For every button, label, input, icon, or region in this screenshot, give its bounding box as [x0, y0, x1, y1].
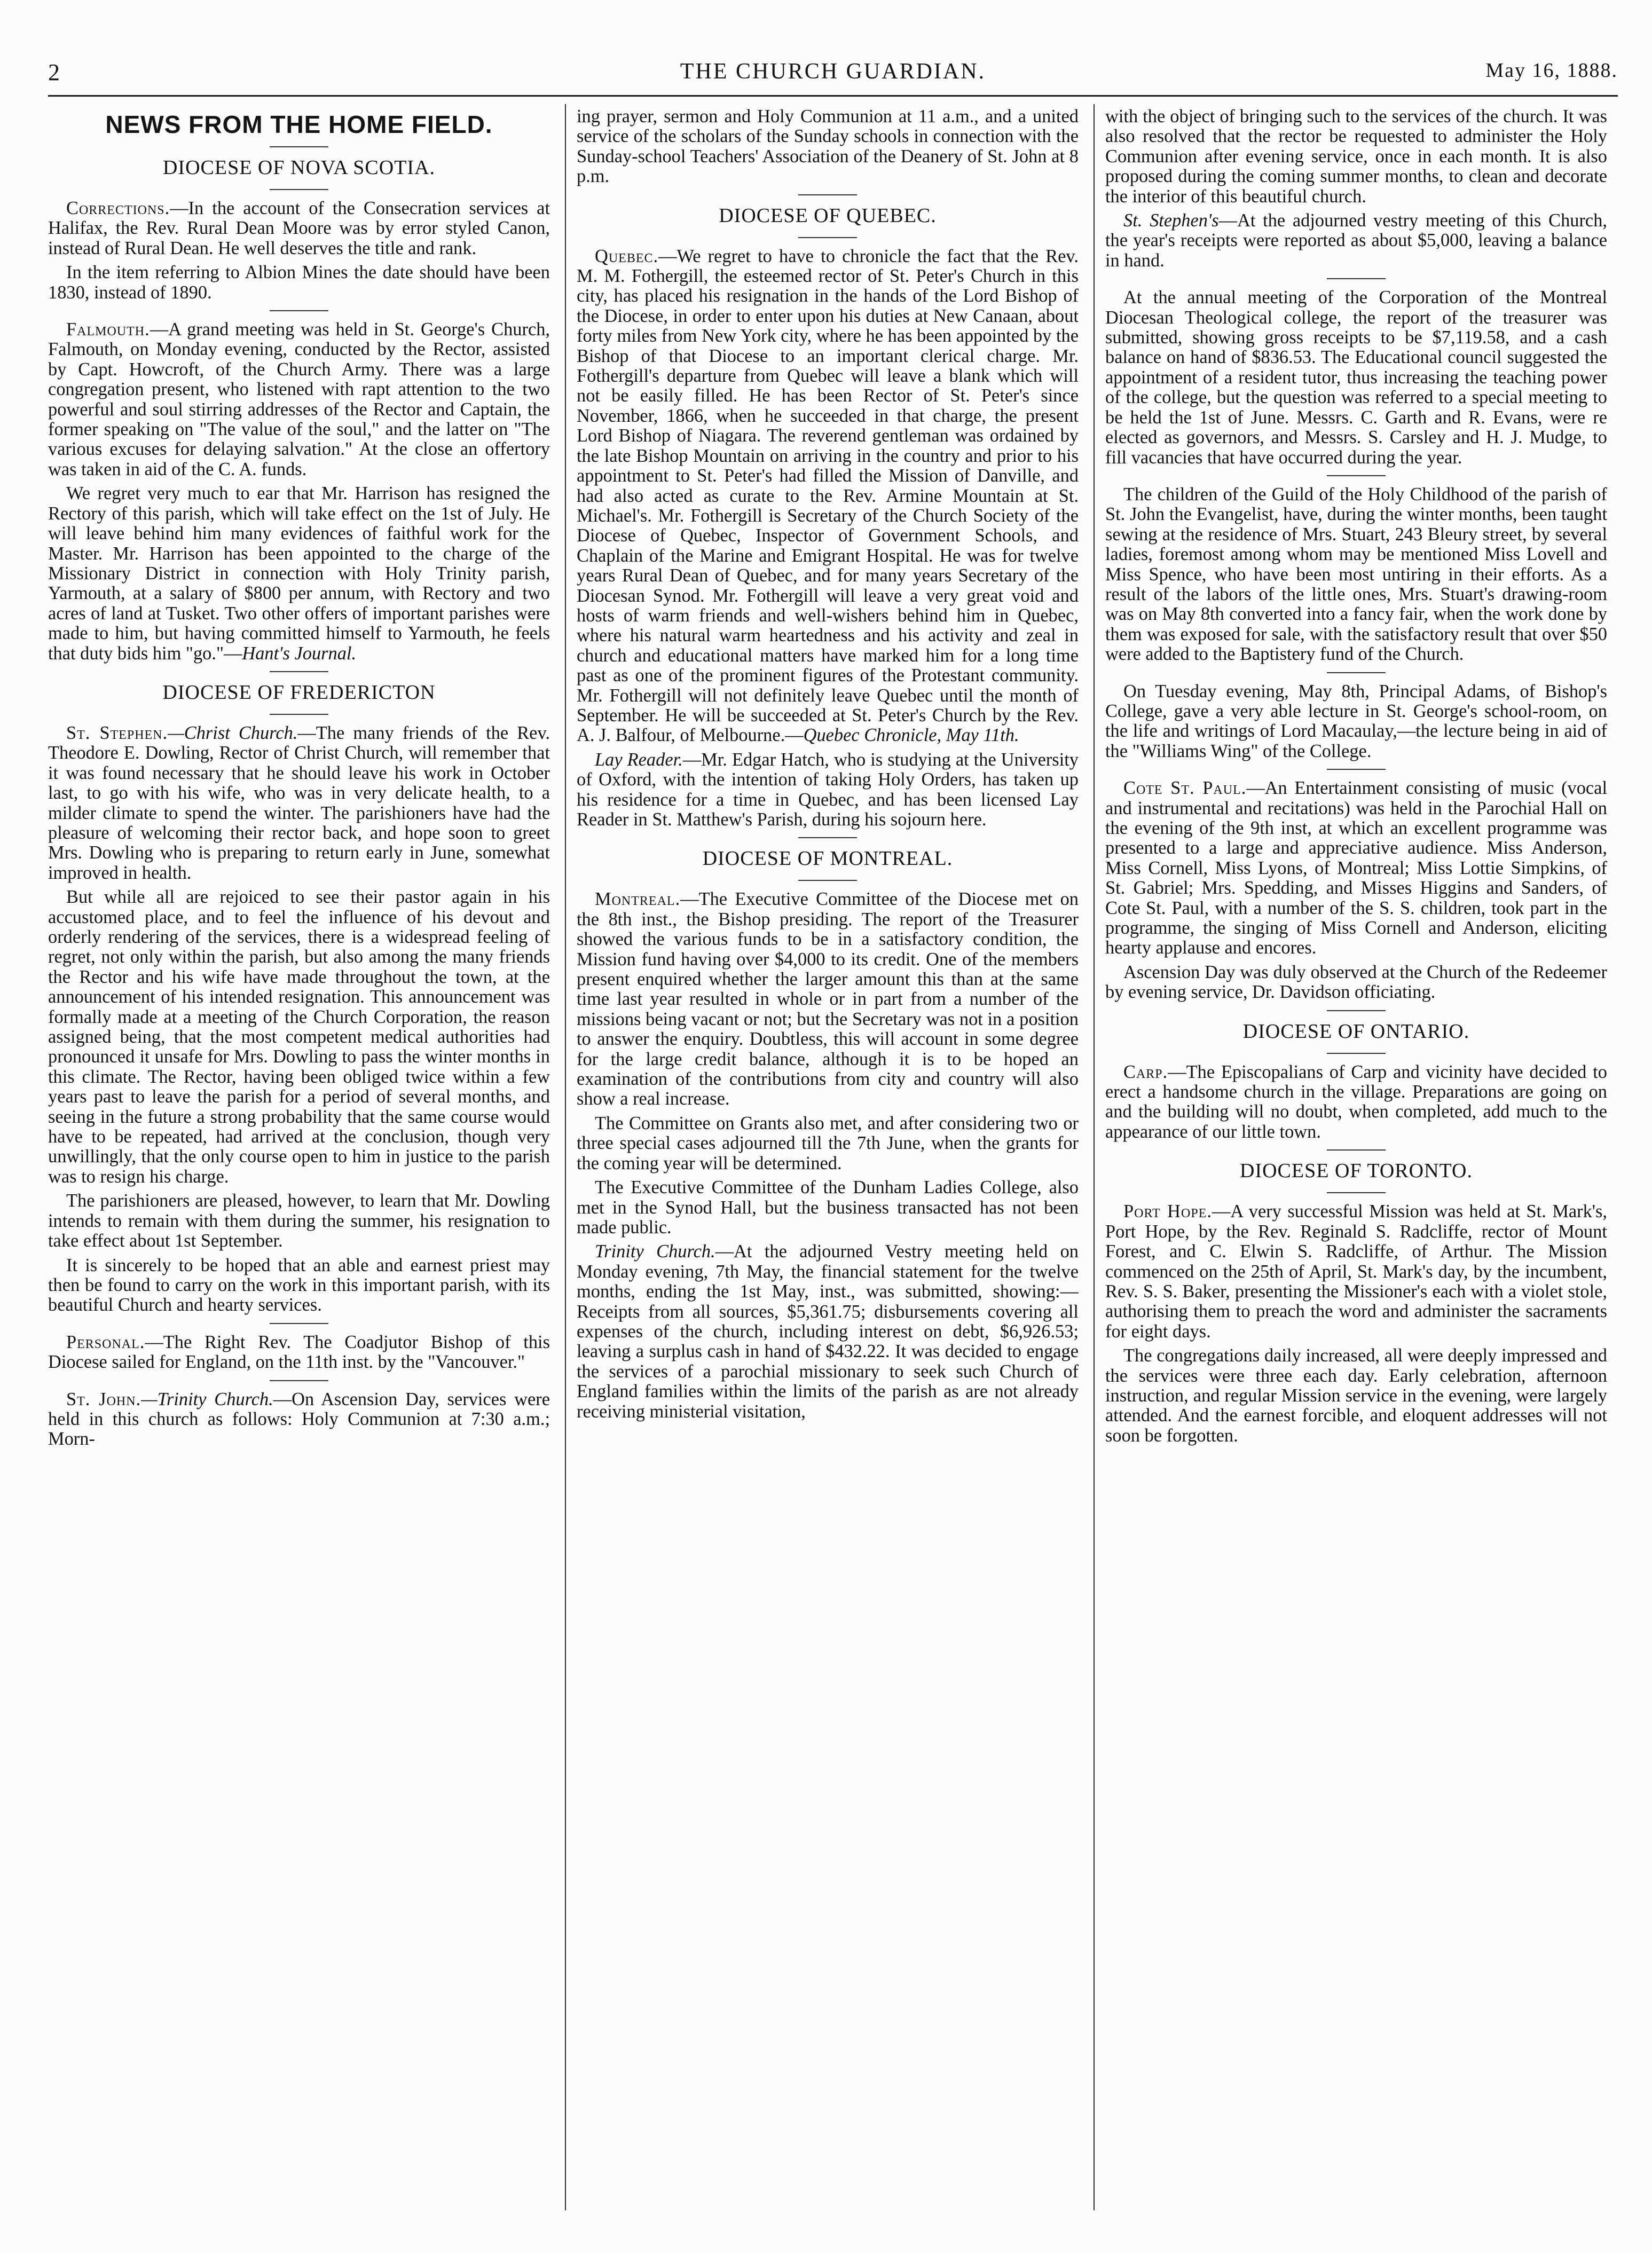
separator: [1327, 769, 1386, 770]
separator: [270, 714, 328, 715]
article-carp: Carp.—The Episcopalians of Carp and vicinity have decided to erect a handsome church in the village. Preparations are going on and the building will no doubt, when completed, add much to the appearance of our little town.: [1105, 1061, 1607, 1142]
masthead: [48, 49, 1618, 97]
column-2: [577, 107, 1079, 2210]
article-port-hope: Port Hope.—A very successful Mission was held at St. Mark's, Port Hope, by the Rev. Reginald S. Radcliffe, rector of Mount Forest, and C. Elwin S. Radcliffe, of Arthur. The Mission commenced on the 25th of April, St. Mark's day, by the incumbent, Rev. S. S. Baker, presenting the Missioner's each with a violet stole, authorising them to preach the word and administer the sacraments for eight days.: [1105, 1201, 1607, 1342]
column-3: [1105, 107, 1607, 2210]
article-lead: Cote St. Paul.: [1123, 778, 1247, 799]
article-lead: Falmouth.: [66, 319, 150, 340]
article-lead: Carp.: [1123, 1061, 1168, 1082]
separator: [1327, 1149, 1386, 1151]
article-st-stephens: St. Stephen's—At the adjourned vestry meeting of this Church, the year's receipts were reported as about $5,000, leaving a balance in hand.: [1105, 210, 1607, 271]
separator: [1327, 672, 1386, 673]
separator: [1327, 278, 1386, 279]
diocese-heading-nova-scotia: DIOCESE OF NOVA SCOTIA.: [162, 156, 436, 179]
article-paragraph: Ascension Day was duly observed at the Church of the Redeemer by evening service, Dr. Davidson officiating.: [1105, 962, 1607, 1003]
separator: [270, 1323, 328, 1324]
article-guild: The children of the Guild of the Holy Childhood of the parish of St. John the Evangelist, have, during the winter months, been taught sewing at the residence of Mrs. Stuart, 243 Bleury street, by several ladies, foremost among whom may be mentioned Miss Lovell and Miss Spence, who have been most untiring in their efforts. As a result of the labors of the little ones, Mrs. Stuart's drawing-room was on May 8th converted into a fancy fair, when the work done by them was exposed for sale, with the satisfactory result that over $50 were added to the Baptistery fund of the Church.: [1105, 484, 1607, 665]
page-number: 2: [48, 59, 60, 85]
article-harrison: We regret very much to ear that Mr. Harrison has resigned the Rectory of this parish, which will take effect on the 1st of July. He will leave behind him many evidences of faithful work for the Master. Mr. Harrison has been appointed to the charge of the Missionary District in connection with Holy Trinity parish, Yarmouth, at a salary of $800 per annum, with Rectory and two acres of land at Tusket. Two other offers of important parishes were made to him, but having committed himself to Yarmouth, he feels that duty bids him "go."—Hant's Journal.: [48, 483, 550, 664]
article-lead: St. Stephen.: [66, 722, 168, 743]
article-theological-college: At the annual meeting of the Corporation of the Montreal Diocesan Theological college, the report of the treasurer was submitted, showing gross receipts to be $7,119.58, and a cash balance on hand of $836.53. The Educational council suggested the appointment of a resident tutor, thus increasing the teaching power of the college, but the question was referred to a special meeting to be held the 1st of June. Messrs. C. Garth and R. Evans, were re elected as governors, and Messrs. S. Carsley and H. J. Mudge, to fill vacancies that have occurred during the year.: [1105, 287, 1607, 468]
article-corrections: Corrections.—In the account of the Consecration services at Halifax, the Rev. Rural Dean Moore was by error styled Canon, instead of Rural Dean. He well deserves the title and rank.: [48, 198, 550, 258]
article-source: Hant's Journal.: [242, 643, 357, 664]
diocese-heading-quebec: DIOCESE OF QUEBEC.: [719, 204, 937, 227]
article-paragraph: The Executive Committee of the Dunham Ladies College, also met in the Synod Hall, but the business transacted has not been made public.: [577, 1177, 1079, 1238]
article-st-stephen: St. Stephen.—Christ Church.—The many friends of the Rev. Theodore E. Dowling, Rector of Christ Church, will remember that it was found necessary that he should leave his work in October last, to go with his wife, who was in very delicate health, to a milder climate to spend the winter. The parishioners have had the pleasure of welcoming their rector back, and hope soon to greet Mrs. Dowling who is preparing to return early in June, somewhat improved in health.: [48, 722, 550, 883]
separator: [1327, 1192, 1386, 1193]
article-lead: St. John.: [66, 1389, 141, 1409]
column-rule: [565, 104, 566, 2210]
article-lead: Port Hope.: [1123, 1201, 1212, 1222]
article-paragraph: The parishioners are pleased, however, to learn that Mr. Dowling intends to remain with them during the summer, his resignation to take effect about 1st September.: [48, 1191, 550, 1251]
separator: [1327, 1053, 1386, 1054]
article-lay-reader: Lay Reader.—Mr. Edgar Hatch, who is studying at the University of Oxford, with the intention of taking Holy Orders, has taken up his residence for a time in Quebec, and has been licensed Lay Reader in St. Matthew's Parish, during his sojourn here.: [577, 749, 1079, 830]
separator: [798, 837, 857, 838]
article-lead: Montreal.: [595, 889, 681, 910]
separator: [270, 189, 328, 190]
article-lead: Personal.: [66, 1332, 145, 1352]
issue-date: May 16, 1888.: [1485, 59, 1618, 82]
article-montreal: Montreal.—The Executive Committee of the Diocese met on the 8th inst., the Bishop presiding. The report of the Treasurer showed the various funds to be in a satisfactory condition, the Mission fund having over $4,000 to its credit. One of the members present enquired whether the larger amount this than at the same time last year resulted in whole or in part from a number of the missions being vacant or not; but the Secretary was not in a position to answer the enquiry. Doubtless, this will account in some degree for the large credit balance, although it is to be hoped an examination of the contributions from city and country will also show a real increase.: [577, 889, 1079, 1109]
diocese-heading-fredericton: DIOCESE OF FREDERICTON: [162, 681, 436, 704]
separator: [270, 310, 328, 311]
separator: [798, 194, 857, 195]
article-macaulay-lecture: On Tuesday evening, May 8th, Principal Adams, of Bishop's College, gave a very able lecture in St. George's school-room, on the life and writings of Lord Macaulay,—the lecture being in aid of the "Williams Wing" of the College.: [1105, 681, 1607, 761]
separator: [798, 880, 857, 881]
column-1: [48, 107, 550, 2210]
article-personal: Personal.—The Right Rev. The Coadjutor Bishop of this Diocese sailed for England, on the 11th inst. by the "Vancouver.": [48, 1332, 550, 1373]
section-banner: NEWS FROM THE HOME FIELD.: [105, 111, 493, 138]
article-st-john: St. John.—Trinity Church.—On Ascension Day, services were held in this church as follows: Holy Communion at 7:30 a.m.; Morn-: [48, 1389, 550, 1450]
diocese-heading-ontario: DIOCESE OF ONTARIO.: [1242, 1020, 1470, 1043]
article-continuation: ing prayer, sermon and Holy Communion at 11 a.m., and a united service of the scholars of the Sunday schools in connection with the Sunday-school Teachers' Association of the Deanery of St. John at 8 p.m.: [577, 107, 1079, 187]
article-trinity-church: Trinity Church.—At the adjourned Vestry meeting held on Monday evening, 7th May, the financial statement for the twelve months, ending the 1st May, inst., was submitted, showing:—Receipts from all sources, $5,361.75; disbursements covering all expenses of the church, including interest on debt, $6,926.53; leaving a surplus cash in hand of $432.22. It was decided to engage the services of a parochial missionary to seek such Church of England families within the limits of the parish as are not already receiving ministerial visitation,: [577, 1241, 1079, 1422]
column-rule: [1094, 104, 1095, 2210]
diocese-heading-montreal: DIOCESE OF MONTREAL.: [702, 847, 953, 870]
newspaper-title: THE CHURCH GUARDIAN.: [680, 59, 986, 84]
diocese-heading-toronto: DIOCESE OF TORONTO.: [1240, 1160, 1473, 1183]
separator: [270, 146, 328, 147]
article-paragraph: It is sincerely to be hoped that an able and earnest priest may then be found to carry on the work in this important parish, with its beautiful Church and hearty services.: [48, 1255, 550, 1315]
separator: [1327, 1010, 1386, 1011]
separator: [270, 671, 328, 672]
separator: [1327, 475, 1386, 476]
article-falmouth: Falmouth.—A grand meeting was held in St. George's Church, Falmouth, on Monday evening, conducted by the Rector, assisted by Capt. Howcroft, of the Church Army. There was a large congregation present, who listened with rapt attention to the two powerful and soul stirring addresses of the Rector and Captain, the former speaking on "The value of the soul," and the latter on "The various excuses for delaying salvation." At the close an offertory was taken in aid of the C. A. funds.: [48, 319, 550, 479]
separator: [270, 1380, 328, 1381]
separator: [798, 237, 857, 238]
article-paragraph: The Committee on Grants also met, and after considering two or three special cases adjourned till the 7th June, when the grants for the coming year will be determined.: [577, 1113, 1079, 1173]
article-albion: In the item referring to Albion Mines the date should have been 1830, instead of 1890.: [48, 262, 550, 303]
article-quebec: Quebec.—We regret to have to chronicle the fact that the Rev. M. M. Fothergill, the esteemed rector of St. Peter's Church in this city, has placed his resignation in the hands of the Lord Bishop of the Diocese, in order to enter upon his duties at New Canaan, about forty miles from New York city, where he has been appointed by the Bishop of that Diocese to an important clerical charge. Mr. Fothergill's departure from Quebec will leave a blank which will not be easily filled. He has been Rector of St. Peter's since November, 1866, when he succeeded in that charge, the present Lord Bishop of Niagara. The reverend gentleman was ordained by the late Bishop Mountain on arriving in the country and prior to his appointment to St. Peter's had filled the Mission of Danville, and had also acted as curate to the Rev. Armine Mountain at St. Michael's. Mr. Fothergill is Secretary of the Church Society of the Diocese of Quebec, Inspector of Government Schools, and Chaplain of the Marine and Emigrant Hospital. He was for twelve years Rural Dean of Quebec, and for many years Secretary of the Diocesan Synod. Mr. Fothergill will leave a very great void and hosts of warm friends and well-wishers behind him in Quebec, where his natural warm heartedness and his activity and zeal in church and educational matters have marked him for a long time past as one of the prominent figures of the Protestant community. Mr. Fothergill will not definitely leave Quebec until the month of September. He will be succeeded at St. Peter's Church by the Rev. A. J. Balfour, of Melbourne.—Quebec Chronicle, May 11th.: [577, 246, 1079, 746]
article-lead: Corrections.: [66, 198, 170, 218]
article-continuation: with the object of bringing such to the services of the church. It was also resolved that the rector be requested to administer the Holy Communion after evening service, once in each month. It is also proposed during the coming summer months, to clean and decorate the interior of this beautiful church.: [1105, 107, 1607, 207]
article-lead: Quebec.: [595, 246, 659, 266]
article-paragraph: The congregations daily increased, all were deeply impressed and the services were three each day. Early celebration, afternoon instruction, and regular Mission service in the evening, were largely attended. And the earnest forcible, and eloquent addresses will not soon be forgotten.: [1105, 1345, 1607, 1446]
article-paragraph: But while all are rejoiced to see their pastor again in his accustomed place, and to feel the influence of his devout and orderly rendering of the services, there is a widespread feeling of regret, not only within the parish, but also among the many friends the Rector and his wife have made throughout the town, at the announcement of his intended resignation. This announcement was formally made at a meeting of the Church Corporation, the reason assigned being, that the most competent medical authorities had pronounced it unsafe for Mrs. Dowling to pass the winter months in this climate. The Rector, having been obliged twice within a few years past to leave the parish for a period of several months, and seeing in the future a strong probability that the same course would have to be repeated, had arrived at the conclusion, though very unwillingly, that the only course open to him in justice to the parish was to resign his charge.: [48, 887, 550, 1187]
article-source: Quebec Chronicle, May 11th.: [803, 725, 1019, 746]
article-cote-st-paul: Cote St. Paul.—An Entertainment consisting of music (vocal and instrumental and recitations) was held in the Parochial Hall on the evening of the 9th inst, at which an excellent programme was presented to a large and appreciative audience. Miss Anderson, Miss Cornell, Miss Lyons, of Montreal; Miss Lottie Simpkins, of St. Gabriel; Mrs. Spedding, and Misses Higgins and Sanders, of Cote St. Paul, with a number of the S. S. children, took part in the programme, the singing of Miss Cornell and Anderson, eliciting hearty applause and encores.: [1105, 778, 1607, 958]
